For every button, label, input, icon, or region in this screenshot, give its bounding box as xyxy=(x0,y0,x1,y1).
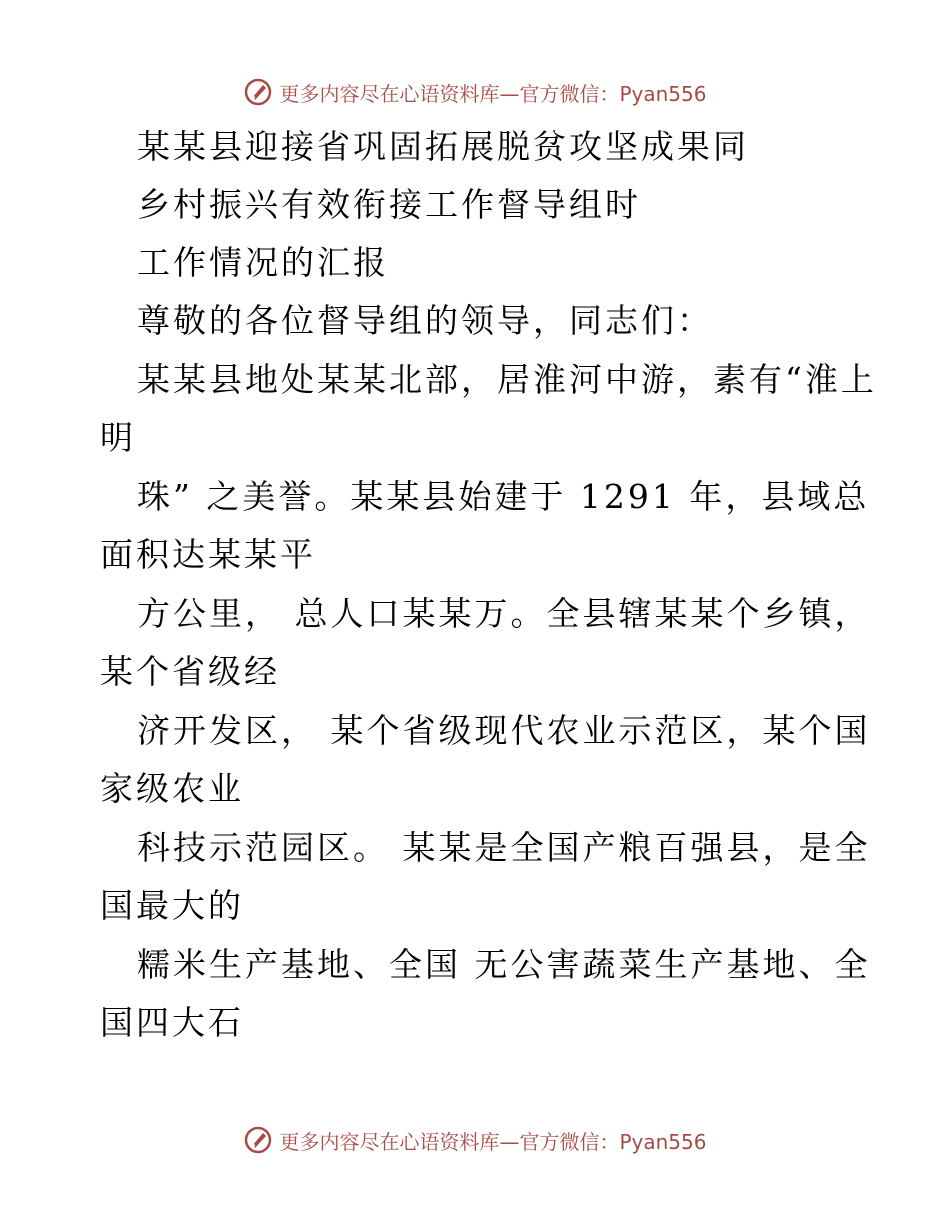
title-line-1: 某某县迎接省巩固拓展脱贫攻坚成果同 xyxy=(137,127,749,166)
paragraph-line: 家级农业 xyxy=(100,769,244,808)
salutation: 尊敬的各位督导组的领导，同志们： xyxy=(137,301,713,340)
paragraph-line: 糯米生产基地、全国 无公害蔬菜生产基地、全 xyxy=(137,945,871,984)
watermark-text: 更多内容尽在心语资料库—官方微信：Pyan556 xyxy=(279,1129,707,1154)
pen-logo-icon xyxy=(243,1125,273,1155)
paragraph-line: 济开发区， 某个省级现代农业示范区，某个国 xyxy=(137,711,871,750)
title-line-2: 乡村振兴有效衔接工作督导组时 xyxy=(137,185,641,224)
watermark-header xyxy=(0,72,950,112)
paragraph-line: 国最大的 xyxy=(100,886,244,925)
paragraph-line: 某某县地处某某北部，居淮河中游，素有“淮上 xyxy=(137,360,877,399)
watermark-footer xyxy=(0,1120,950,1160)
paragraph-line: 科技示范园区。 某某是全国产粮百强县，是全 xyxy=(137,828,871,867)
paragraph-line: 明 xyxy=(100,418,136,457)
paragraph-line: 面积达某某平 xyxy=(100,535,316,574)
pen-logo-icon xyxy=(243,77,273,107)
paragraph-line: 国四大石 xyxy=(100,1003,244,1042)
paragraph-line: 某个省级经 xyxy=(100,652,280,691)
paragraph-line: 方公里， 总人口某某万。全县辖某某个乡镇， xyxy=(137,594,871,633)
title-line-3: 工作情况的汇报 xyxy=(137,243,389,282)
watermark-text: 更多内容尽在心语资料库—官方微信：Pyan556 xyxy=(279,81,707,106)
paragraph-line: 珠” 之美誉。某某县始建于 1291 年，县域总 xyxy=(137,477,870,516)
